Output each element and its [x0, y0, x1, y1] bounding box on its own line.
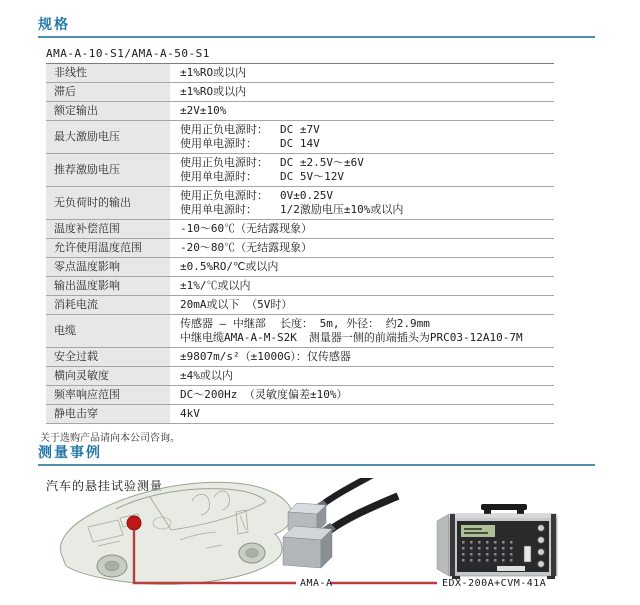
spec-row: [46, 296, 554, 315]
spec-row: [46, 83, 554, 102]
spec-row-value: -10～60℃（无结露现象）: [180, 222, 313, 235]
example-section-title: 测量事例: [38, 445, 102, 461]
spec-section-title: 规格: [38, 17, 70, 33]
car-body: [60, 482, 291, 584]
spec-row-label: 安全过载: [46, 348, 170, 367]
spec-row: [46, 386, 554, 405]
instrument-post-left: [450, 514, 455, 576]
spec-row-value: ±1%RO或以内: [180, 85, 247, 98]
spec-value-line: 使用单电源时： DC 5V～12V: [180, 170, 344, 183]
instrument-brand-label: [497, 566, 525, 571]
spec-row: [46, 102, 554, 121]
sensor-cubes: [283, 478, 398, 568]
car-rear-wheel-hub: [246, 549, 258, 558]
spec-row-label: 电缆: [46, 315, 170, 348]
instrument-top-strip: [449, 514, 557, 518]
spec-row: [46, 64, 554, 83]
spec-value-line: 中继电缆AMA-A-M-S2K 测量器一侧的前端插头为PRC03-12A10-7M: [180, 331, 523, 344]
instrument-post-right: [551, 514, 556, 576]
car-illustration: [60, 482, 291, 584]
car-front-wheel-hub: [105, 561, 119, 571]
spec-section-rule: [38, 36, 595, 38]
instrument-display-text1: [464, 528, 482, 530]
measurement-point-dot: [127, 516, 141, 530]
spec-row: [46, 121, 554, 154]
spec-row-value: [170, 187, 554, 220]
instrument-illustration: [437, 504, 557, 579]
spec-row-value: ±2V±10%: [180, 104, 227, 117]
instrument-left-side: [437, 514, 449, 576]
spec-row-label: 输出温度影响: [46, 277, 170, 296]
spec-row-label: 无负荷时的输出: [46, 187, 170, 220]
spec-value-line: 使用正负电源时： 0V±0.25V: [180, 189, 333, 202]
spec-row: [46, 315, 554, 348]
model-numbers: AMA-A-10-S1/AMA-A-50-S1: [46, 47, 554, 64]
spec-row: [46, 405, 554, 424]
spec-row-label: 滞后: [46, 83, 170, 102]
spec-row-value: 4kV: [180, 407, 200, 420]
spec-footnote: 关于选购产品请向本公司咨询。: [40, 433, 180, 444]
spec-row-label: 消耗电流: [46, 296, 170, 315]
spec-row-label: 横向灵敏度: [46, 367, 170, 386]
spec-row: [46, 220, 554, 239]
spec-value-line: 传感器 — 中继部 长度： 5m, 外径： 约2.9mm: [180, 317, 430, 330]
sensor-large-front: [283, 537, 321, 568]
spec-row-value: [170, 315, 554, 348]
spec-row-label: 最大激励电压: [46, 121, 170, 154]
instrument-foot-right: [547, 576, 555, 579]
spec-row-value: ±1%RO或以内: [180, 66, 247, 79]
spec-row-value: ±1%/℃或以内: [180, 279, 251, 292]
spec-row-label: 静电击穿: [46, 405, 170, 424]
instrument-toggle-switch: [524, 546, 531, 562]
spec-table: [46, 64, 554, 424]
sensor-small-cable: [319, 478, 378, 507]
sensor-large-cable: [327, 496, 398, 532]
spec-value-line: 使用单电源时： DC 14V: [180, 137, 320, 150]
spec-row: [46, 239, 554, 258]
instrument-model-label: EDX-200A+CVM-41A: [442, 578, 547, 589]
spec-row-label: 允许使用温度范围: [46, 239, 170, 258]
spec-row-label: 温度补偿范围: [46, 220, 170, 239]
spec-value-line: 使用正负电源时： DC ±2.5V～±6V: [180, 156, 364, 169]
spec-row-label: 频率响应范围: [46, 386, 170, 405]
spec-value-line: 使用单电源时： 1/2激励电压±10%或以内: [180, 203, 404, 216]
instrument-display: [461, 525, 495, 537]
example-section-rule: [38, 464, 595, 466]
spec-row: [46, 154, 554, 187]
instrument-display-text2: [464, 532, 488, 534]
spec-table-body: [46, 64, 554, 424]
spec-row-value: [170, 154, 554, 187]
spec-row-value: DC～200Hz （灵敏度偏差±10%）: [180, 388, 348, 401]
spec-row: [46, 258, 554, 277]
spec-row-value: -20～80℃（无结露现象）: [180, 241, 313, 254]
spec-row: [46, 367, 554, 386]
spec-row: [46, 187, 554, 220]
spec-row-label: 零点温度影响: [46, 258, 170, 277]
spec-value-line: 使用正负电源时： DC ±7V: [180, 123, 320, 136]
sensor-model-label: AMA-A: [300, 578, 333, 589]
spec-row-value: [170, 121, 554, 154]
spec-row: [46, 348, 554, 367]
example-caption: 汽车的悬挂试验测量: [46, 479, 164, 493]
spec-row-value: ±0.5%RO/℃或以内: [180, 260, 279, 273]
spec-row-label: 推荐激励电压: [46, 154, 170, 187]
spec-row-label: 非线性: [46, 64, 170, 83]
spec-table-wrap: [46, 47, 554, 424]
spec-row-value: ±9807m/s²（±1000G）：仅传感器: [180, 350, 351, 363]
spec-row-value: ±4%或以内: [180, 369, 233, 382]
spec-row-label: 额定输出: [46, 102, 170, 121]
spec-row: [46, 277, 554, 296]
spec-row-value: 20mA或以下 （5V时）: [180, 298, 293, 311]
